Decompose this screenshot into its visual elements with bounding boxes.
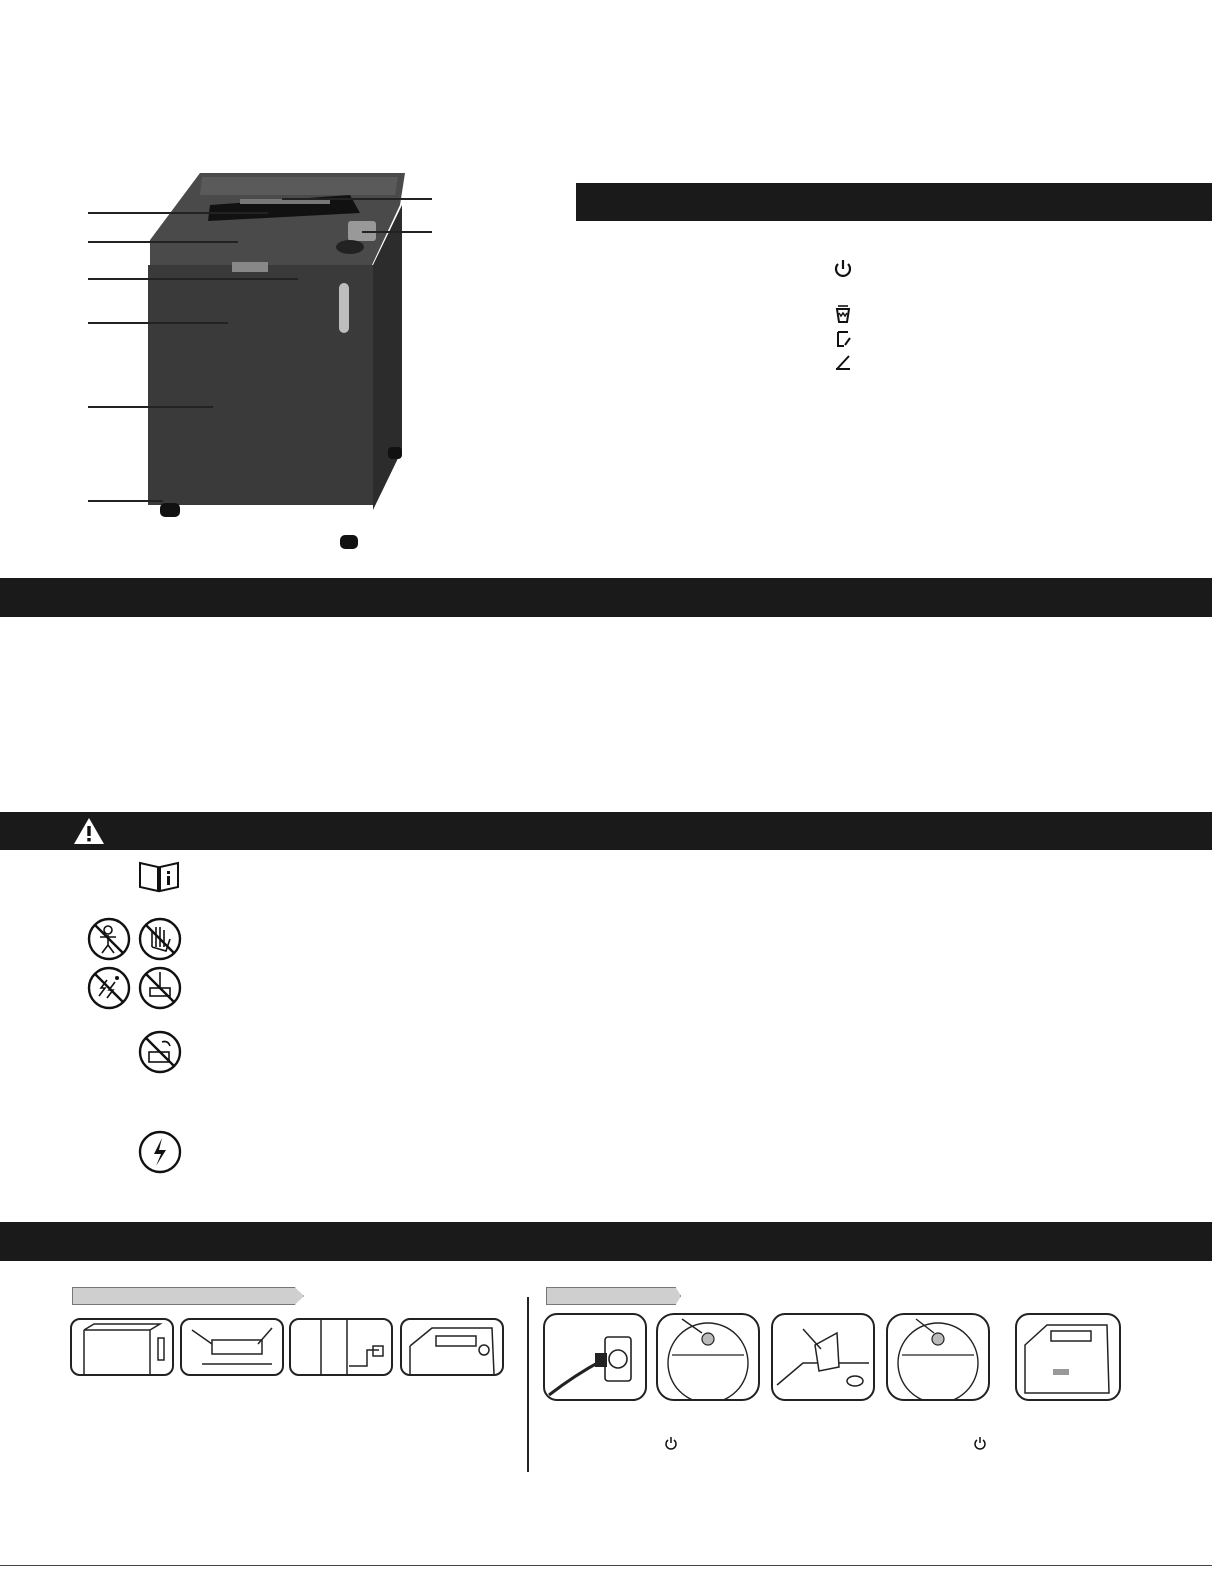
operation-illustration-shredder — [1015, 1313, 1121, 1401]
no-loose-clothing-icon — [138, 966, 182, 1010]
electric-shock-icon — [138, 1130, 182, 1174]
setup-illustration-2 — [180, 1318, 284, 1376]
warning-triangle-icon — [72, 816, 106, 846]
callout-line-3 — [88, 278, 298, 280]
setup-illustration-4 — [400, 1318, 504, 1376]
no-aerosol-icon — [87, 966, 131, 1010]
page-bottom-rule — [0, 1565, 1212, 1566]
power-icon-step-2 — [664, 1436, 678, 1450]
no-oil-icon — [138, 1030, 182, 1074]
callout-line-1 — [88, 212, 268, 214]
callout-line-5 — [88, 406, 213, 408]
door-open-icon — [834, 331, 852, 347]
power-icon — [832, 258, 854, 280]
controls-header-bar — [576, 183, 1212, 221]
no-children-icon — [87, 917, 131, 961]
setup-illustration-3 — [289, 1318, 393, 1376]
product-illustration — [140, 165, 420, 555]
section-divider — [527, 1297, 529, 1472]
warnings-header-bar — [0, 812, 1212, 850]
bin-full-icon — [834, 305, 852, 323]
operation-illustration-stop-button — [886, 1313, 990, 1401]
operation-illustration-plug — [543, 1313, 647, 1401]
operation-illustration-feed-paper — [771, 1313, 875, 1401]
read-manual-icon — [138, 861, 180, 893]
callout-line-4 — [88, 322, 228, 324]
capabilities-header-bar — [0, 578, 1212, 617]
setup-illustration-1 — [70, 1318, 174, 1376]
operation-illustration-power-button — [656, 1313, 760, 1401]
no-hands-icon — [138, 917, 182, 961]
power-icon-step-4 — [973, 1436, 987, 1450]
callout-line-7 — [282, 198, 432, 200]
overload-icon — [834, 354, 852, 370]
operation-step-tab — [546, 1287, 681, 1305]
callout-line-2 — [88, 241, 238, 243]
callout-line-6 — [88, 500, 163, 502]
setup-step-tab — [72, 1287, 304, 1305]
callout-line-8 — [362, 231, 432, 233]
operation-header-bar — [0, 1222, 1212, 1261]
